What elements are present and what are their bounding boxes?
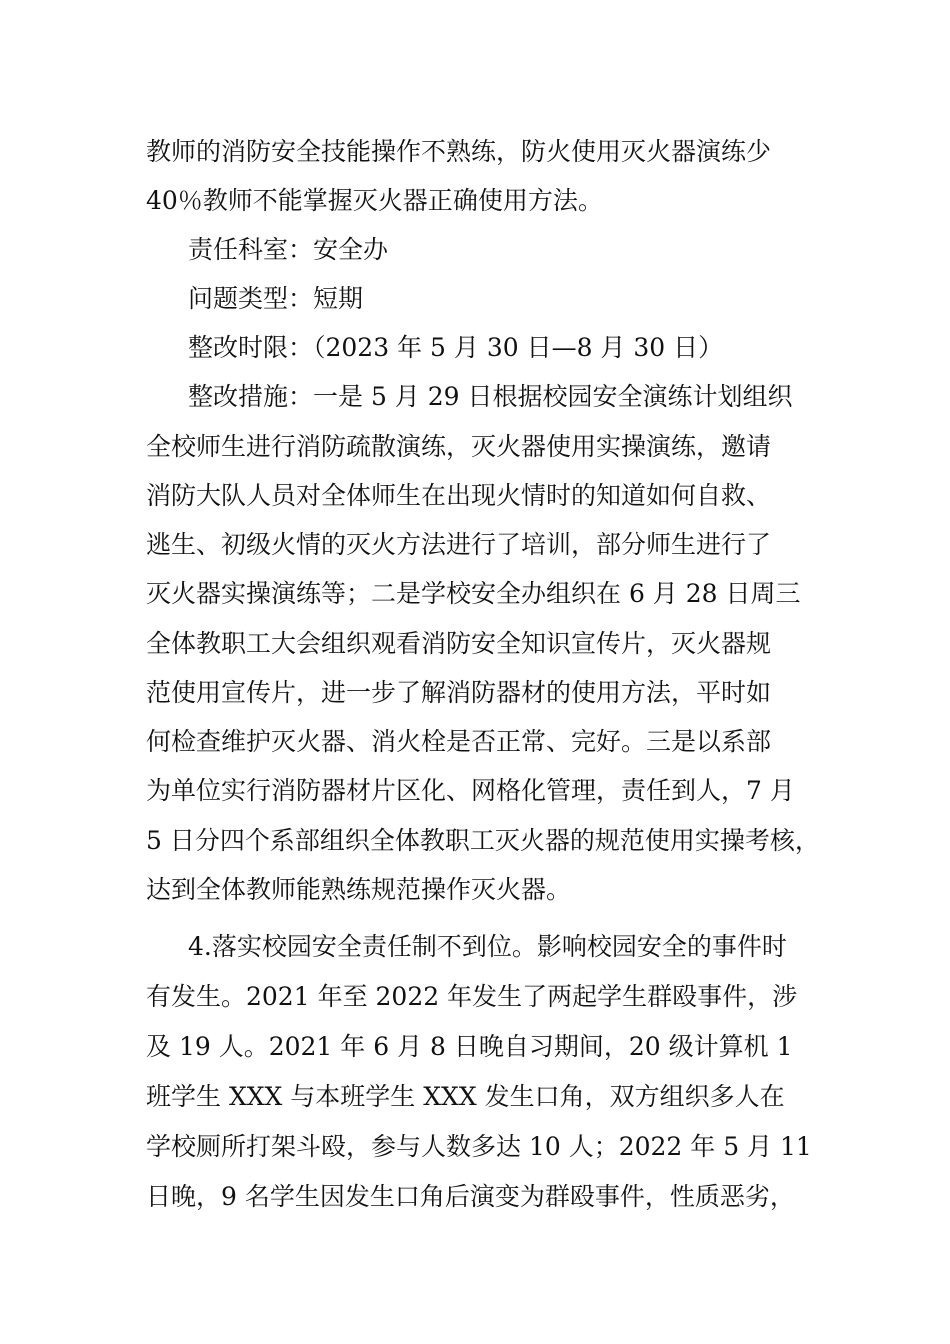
- text-line: 学校厕所打架斗殴，参与人数多达 10 人；2022 年 5 月 11: [146, 1132, 812, 1161]
- text-line: 教师的消防安全技能操作不熟练，防火使用灭火器演练少: [146, 137, 772, 166]
- deadline: 整改时限：（2023 年 5 月 30 日—8 月 30 日）: [188, 333, 724, 362]
- text-line: 范使用宣传片，进一步了解消防器材的使用方法，平时如: [146, 678, 772, 707]
- text-line: 及 19 人。2021 年 6 月 8 日晚自习期间，20 级计算机 1: [146, 1032, 793, 1061]
- text-line: 班学生 XXX 与本班学生 XXX 发生口角，双方组织多人在: [146, 1082, 785, 1111]
- text-line: 有发生。2021 年至 2022 年发生了两起学生群殴事件，涉: [146, 982, 798, 1011]
- text-line: 灭火器实操演练等；二是学校安全办组织在 6 月 28 日周三: [146, 579, 801, 608]
- text-line: 40％教师不能掌握灭火器正确使用方法。: [146, 186, 603, 215]
- text-line: 达到全体教师能熟练规范操作灭火器。: [146, 875, 572, 904]
- text-line: 为单位实行消防器材片区化、网格化管理，责任到人，7 月: [146, 776, 795, 805]
- text-line: 日晚，9 名学生因发生口角后演变为群殴事件，性质恶劣，: [146, 1182, 795, 1211]
- text-line: 消防大队人员对全体师生在出现火情时的知道如何自救、: [146, 481, 772, 510]
- section-heading: 4.落实校园安全责任制不到位。影响校园安全的事件时: [188, 932, 787, 961]
- text-line: 何检查维护灭火器、消火栓是否正常、完好。三是以系部: [146, 727, 772, 756]
- text-line: 全体教职工大会组织观看消防安全知识宣传片，灭火器规: [146, 629, 772, 658]
- text-line: 逃生、初级火情的灭火方法进行了培训，部分师生进行了: [146, 530, 772, 559]
- problem-type: 问题类型：短期: [188, 284, 364, 313]
- text-line: 全校师生进行消防疏散演练，灭火器使用实操演练，邀请: [146, 432, 772, 461]
- measures-start: 整改措施：一是 5 月 29 日根据校园安全演练计划组织: [188, 382, 793, 411]
- responsible-office: 责任科室：安全办: [188, 235, 389, 264]
- text-line: 5 日分四个系部组织全体教职工灭火器的规范使用实操考核，: [146, 826, 820, 855]
